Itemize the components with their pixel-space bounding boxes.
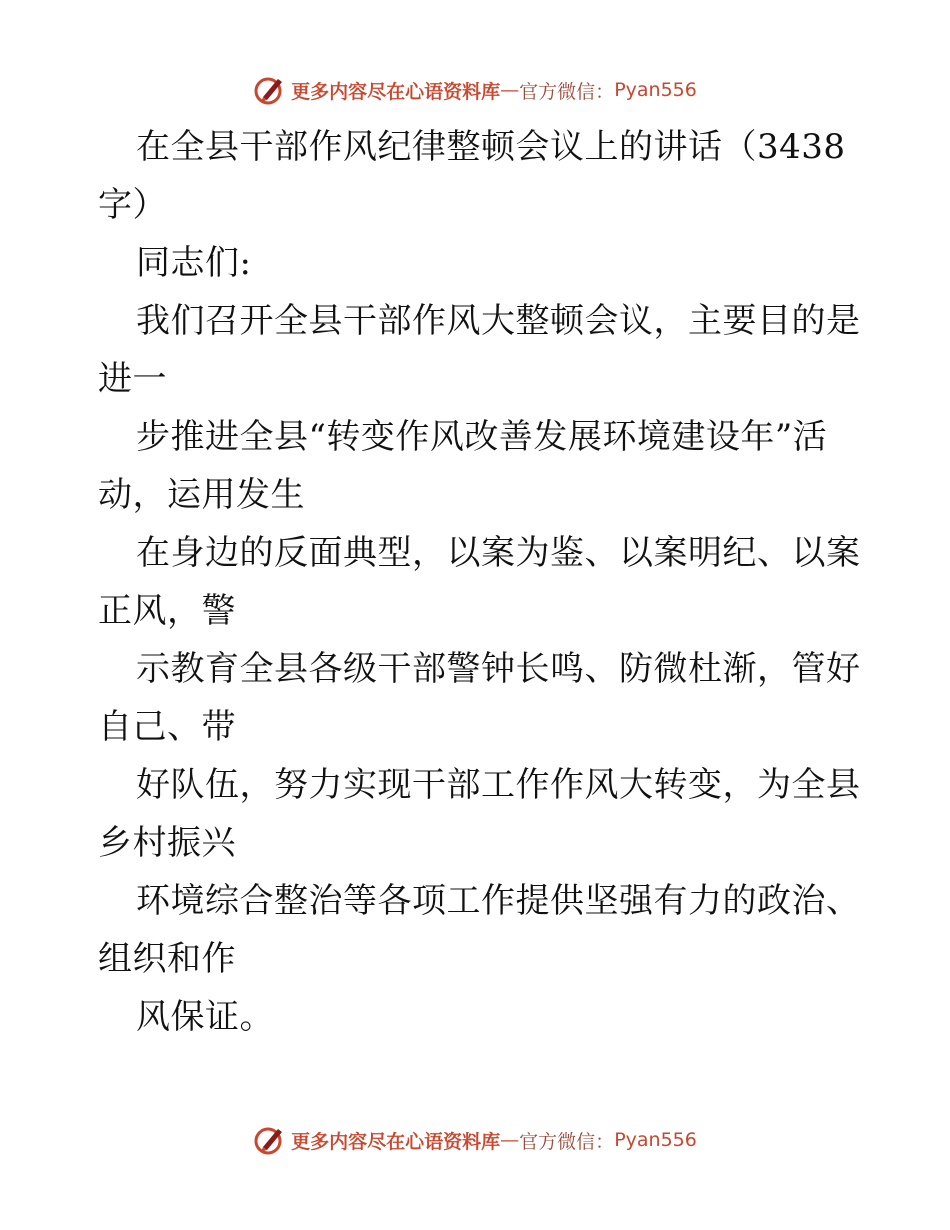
- text-line: 进一: [98, 359, 167, 399]
- text-line: 我们召开全县干部作风大整顿会议，主要目的是: [136, 301, 861, 341]
- watermark-dash: —: [500, 1129, 520, 1151]
- watermark-site-text: 更多内容尽在心语资料库: [291, 1130, 501, 1153]
- text-line: 组织和作: [98, 939, 236, 979]
- text-line: 环境综合整治等各项工作提供坚强有力的政治、: [136, 881, 861, 921]
- quill-pen-logo-icon: [253, 73, 287, 107]
- watermark-wechat-id: Pyan556: [614, 79, 697, 101]
- text-line: 示教育全县各级干部警钟长鸣、防微杜渐，管好: [136, 649, 861, 689]
- text-line: 正风，警: [98, 591, 236, 631]
- watermark-site-text: 更多内容尽在心语资料库: [291, 80, 501, 103]
- text-line: 好队伍，努力实现干部工作作风大转变，为全县: [136, 765, 861, 805]
- footer-watermark: [0, 1120, 950, 1160]
- text-line: 字）: [98, 185, 167, 225]
- header-watermark: [0, 70, 950, 110]
- text-line: 在全县干部作风纪律整顿会议上的讲话（3438: [136, 127, 846, 167]
- text-line: 同志们:: [136, 243, 252, 283]
- text-line: 自己、带: [98, 707, 236, 747]
- document-body: [98, 118, 861, 1046]
- text-line: 在身边的反面典型，以案为鉴、以案明纪、以案: [136, 533, 861, 573]
- watermark-wechat-label: 官方微信：: [519, 80, 615, 103]
- watermark-wechat-label: 官方微信：: [519, 1130, 615, 1153]
- quill-pen-logo-icon: [253, 1123, 287, 1157]
- text-line: 乡村振兴: [98, 823, 236, 863]
- text-line: 步推进全县“转变作风改善发展环境建设年”活: [136, 417, 828, 457]
- text-line: 风保证。: [136, 997, 274, 1037]
- watermark-dash: —: [500, 79, 520, 101]
- watermark-wechat-id: Pyan556: [614, 1129, 697, 1151]
- text-line: 动，运用发生: [98, 475, 305, 515]
